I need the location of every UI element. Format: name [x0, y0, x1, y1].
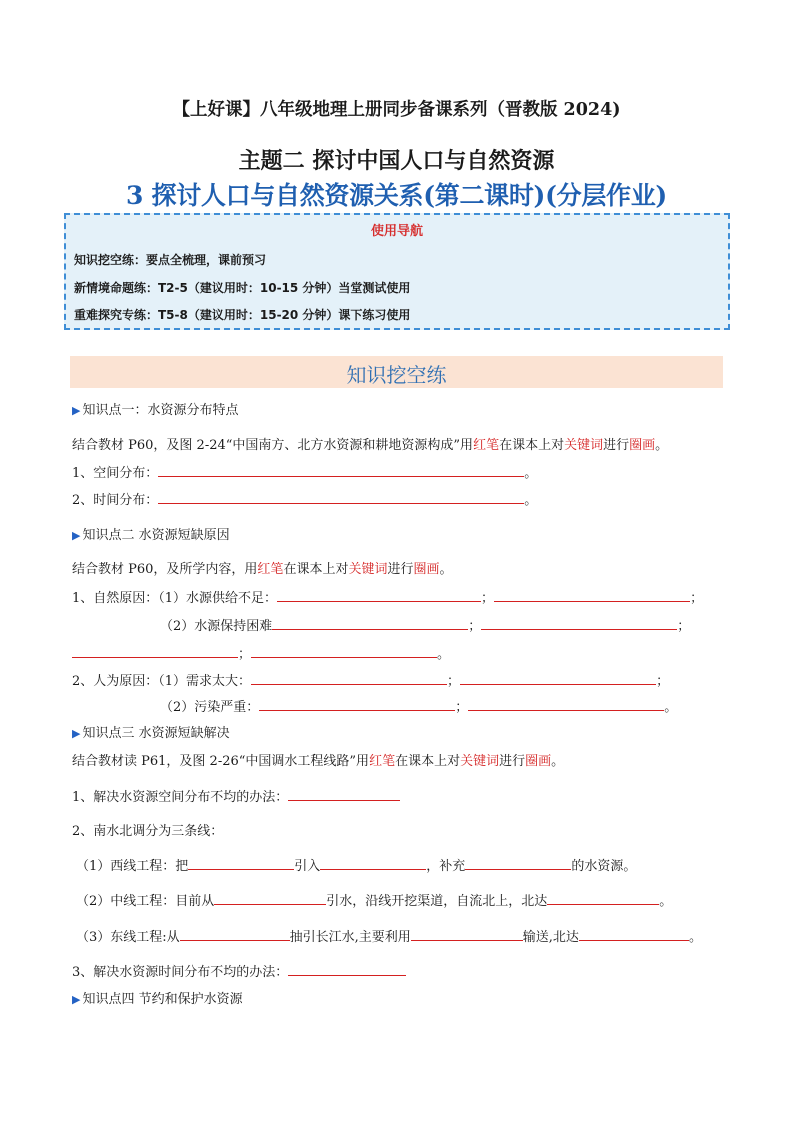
kp3-intro-c: 进行 — [499, 754, 526, 769]
kp2-circle: 圈画 — [413, 562, 440, 577]
kp3-q2: 2、南水北调分为三条线： — [72, 824, 224, 839]
kp1-intro-a: 结合教材 P60，及图 2-24“中国南方、北方水资源和耕地资源构成”用 — [72, 438, 474, 453]
semicolon: ； — [481, 591, 495, 606]
kp3-q3-label: 3、解决水资源时间分布不均的办法： — [72, 965, 289, 980]
answer-blank[interactable] — [579, 928, 689, 941]
east-route-d: 。 — [688, 930, 702, 945]
answer-blank[interactable] — [277, 589, 481, 602]
usage-guide-line-2: 新情境命题练：T2-5（建议用时：10-15 分钟）当堂测试使用 — [74, 281, 411, 295]
kp2-keyword: 关键词 — [348, 562, 388, 577]
kp1-q2-label: 2、时间分布： — [72, 493, 159, 508]
kp1-q2 — [72, 489, 537, 508]
kp2-natural2-label: （2）水源保持困难 — [160, 619, 273, 634]
kp2-red-pen: 红笔 — [257, 562, 284, 577]
kp2-natural-1 — [72, 587, 703, 606]
kp2-intro-c: 进行 — [387, 562, 414, 577]
usage-guide-line-3: 重难探究专练：T5-8（建议用时：15-20 分钟）课下练习使用 — [74, 308, 411, 322]
kp1-q1-label: 1、空间分布： — [72, 466, 159, 481]
semicolon: ； — [690, 591, 704, 606]
answer-blank[interactable] — [547, 892, 659, 905]
west-route-d: 的水资源。 — [571, 859, 637, 874]
kp2-natural-2 — [160, 615, 690, 634]
answer-blank[interactable] — [72, 645, 238, 658]
kp1-period: 。 — [655, 438, 669, 453]
kp3-heading — [72, 722, 230, 741]
answer-blank[interactable] — [288, 963, 406, 976]
kp2-human-1 — [72, 670, 669, 689]
kp3-keyword: 关键词 — [460, 754, 500, 769]
period: 。 — [524, 466, 538, 481]
usage-guide-line-1: 知识挖空练：要点全梳理，课前预习 — [74, 253, 267, 267]
kp2-natural-label: 1、自然原因：（1）水源供给不足： — [72, 591, 278, 606]
answer-blank[interactable] — [180, 928, 290, 941]
semicolon: ； — [447, 674, 461, 689]
lesson-title: 3 探讨人口与自然资源关系(第二课时)(分层作业) — [126, 181, 667, 210]
answer-blank[interactable] — [481, 617, 677, 630]
answer-blank[interactable] — [158, 491, 524, 504]
answer-blank[interactable] — [158, 464, 524, 477]
period: 。 — [437, 647, 451, 662]
period: 。 — [664, 700, 678, 715]
semicolon: ； — [468, 619, 482, 634]
answer-blank[interactable] — [468, 698, 664, 711]
kp3-circle: 圈画 — [525, 754, 552, 769]
answer-blank[interactable] — [259, 698, 455, 711]
answer-blank[interactable] — [251, 645, 437, 658]
answer-blank[interactable] — [411, 928, 523, 941]
topic-title: 主题二 探讨中国人口与自然资源 — [238, 149, 555, 174]
kp2-intro — [72, 558, 453, 577]
kp3-west-route — [76, 855, 636, 874]
period: 。 — [439, 562, 453, 577]
section-banner — [70, 356, 723, 388]
kp1-red-pen: 红笔 — [473, 438, 500, 453]
kp2-human2-label: （2）污染严重： — [160, 700, 260, 715]
answer-blank[interactable] — [188, 857, 294, 870]
kp3-q3 — [72, 961, 406, 980]
kp1-intro-b: 在课本上对 — [499, 438, 565, 453]
triangle-bullet-icon: ▶ — [72, 529, 81, 542]
answer-blank[interactable] — [272, 617, 468, 630]
semicolon: ； — [656, 674, 670, 689]
answer-blank[interactable] — [251, 672, 447, 685]
semicolon: ； — [455, 700, 469, 715]
middle-route-a: （2）中线工程：目前从 — [76, 894, 215, 909]
middle-route-c: 。 — [659, 894, 673, 909]
kp2-intro-a: 结合教材 P60，及所学内容，用 — [72, 562, 258, 577]
east-route-a: （3）东线工程:从 — [76, 930, 180, 945]
kp4-heading — [72, 988, 243, 1007]
kp2-human-2 — [160, 696, 677, 715]
west-route-a: （1）西线工程：把 — [76, 859, 189, 874]
answer-blank[interactable] — [494, 589, 690, 602]
semicolon: ； — [238, 647, 252, 662]
kp2-intro-b: 在课本上对 — [283, 562, 349, 577]
kp2-natural-3 — [72, 643, 450, 662]
kp3-intro-a: 结合教材读 P61，及图 2-26“中国调水工程线路”用 — [72, 754, 370, 769]
kp1-q1 — [72, 462, 537, 481]
answer-blank[interactable] — [288, 788, 400, 801]
answer-blank[interactable] — [320, 857, 426, 870]
kp2-heading-text: 知识点二 水资源短缺原因 — [82, 528, 230, 543]
middle-route-b: 引水，沿线开挖渠道，自流北上，北达 — [326, 894, 548, 909]
triangle-bullet-icon: ▶ — [72, 404, 81, 417]
kp3-intro — [72, 750, 564, 769]
west-route-b: 引入 — [294, 859, 321, 874]
triangle-bullet-icon: ▶ — [72, 727, 81, 740]
kp2-heading — [72, 524, 230, 543]
kp3-heading-text: 知识点三 水资源短缺解决 — [82, 726, 230, 741]
kp2-human-label: 2、人为原因：（1）需求太大： — [72, 674, 252, 689]
kp3-intro-b: 在课本上对 — [395, 754, 461, 769]
west-route-c: ，补充 — [426, 859, 466, 874]
kp3-middle-route — [76, 890, 672, 909]
east-route-b: 抽引长江水,主要利用 — [289, 930, 411, 945]
section-title: 知识挖空练 — [346, 363, 447, 387]
series-title: 【上好课】八年级地理上册同步备课系列（晋教版 2024) — [172, 100, 621, 120]
usage-guide-box — [64, 213, 730, 330]
kp3-q1-label: 1、解决水资源空间分布不均的办法： — [72, 790, 289, 805]
period: 。 — [524, 493, 538, 508]
kp1-intro — [72, 434, 668, 453]
triangle-bullet-icon: ▶ — [72, 993, 81, 1006]
east-route-c: 输送,北达 — [522, 930, 579, 945]
answer-blank[interactable] — [465, 857, 571, 870]
kp1-intro-c: 进行 — [603, 438, 630, 453]
semicolon: ； — [677, 619, 691, 634]
kp1-keyword: 关键词 — [564, 438, 604, 453]
answer-blank[interactable] — [460, 672, 656, 685]
usage-guide-title: 使用导航 — [370, 224, 423, 239]
kp1-heading — [72, 399, 238, 418]
kp1-heading-text: 知识点一：水资源分布特点 — [82, 403, 239, 418]
kp4-heading-text: 知识点四 节约和保护水资源 — [82, 992, 243, 1007]
kp1-circle: 圈画 — [629, 438, 656, 453]
kp3-red-pen: 红笔 — [369, 754, 396, 769]
kp3-q1 — [72, 786, 400, 805]
period: 。 — [551, 754, 565, 769]
kp3-east-route — [76, 926, 702, 945]
answer-blank[interactable] — [214, 892, 326, 905]
